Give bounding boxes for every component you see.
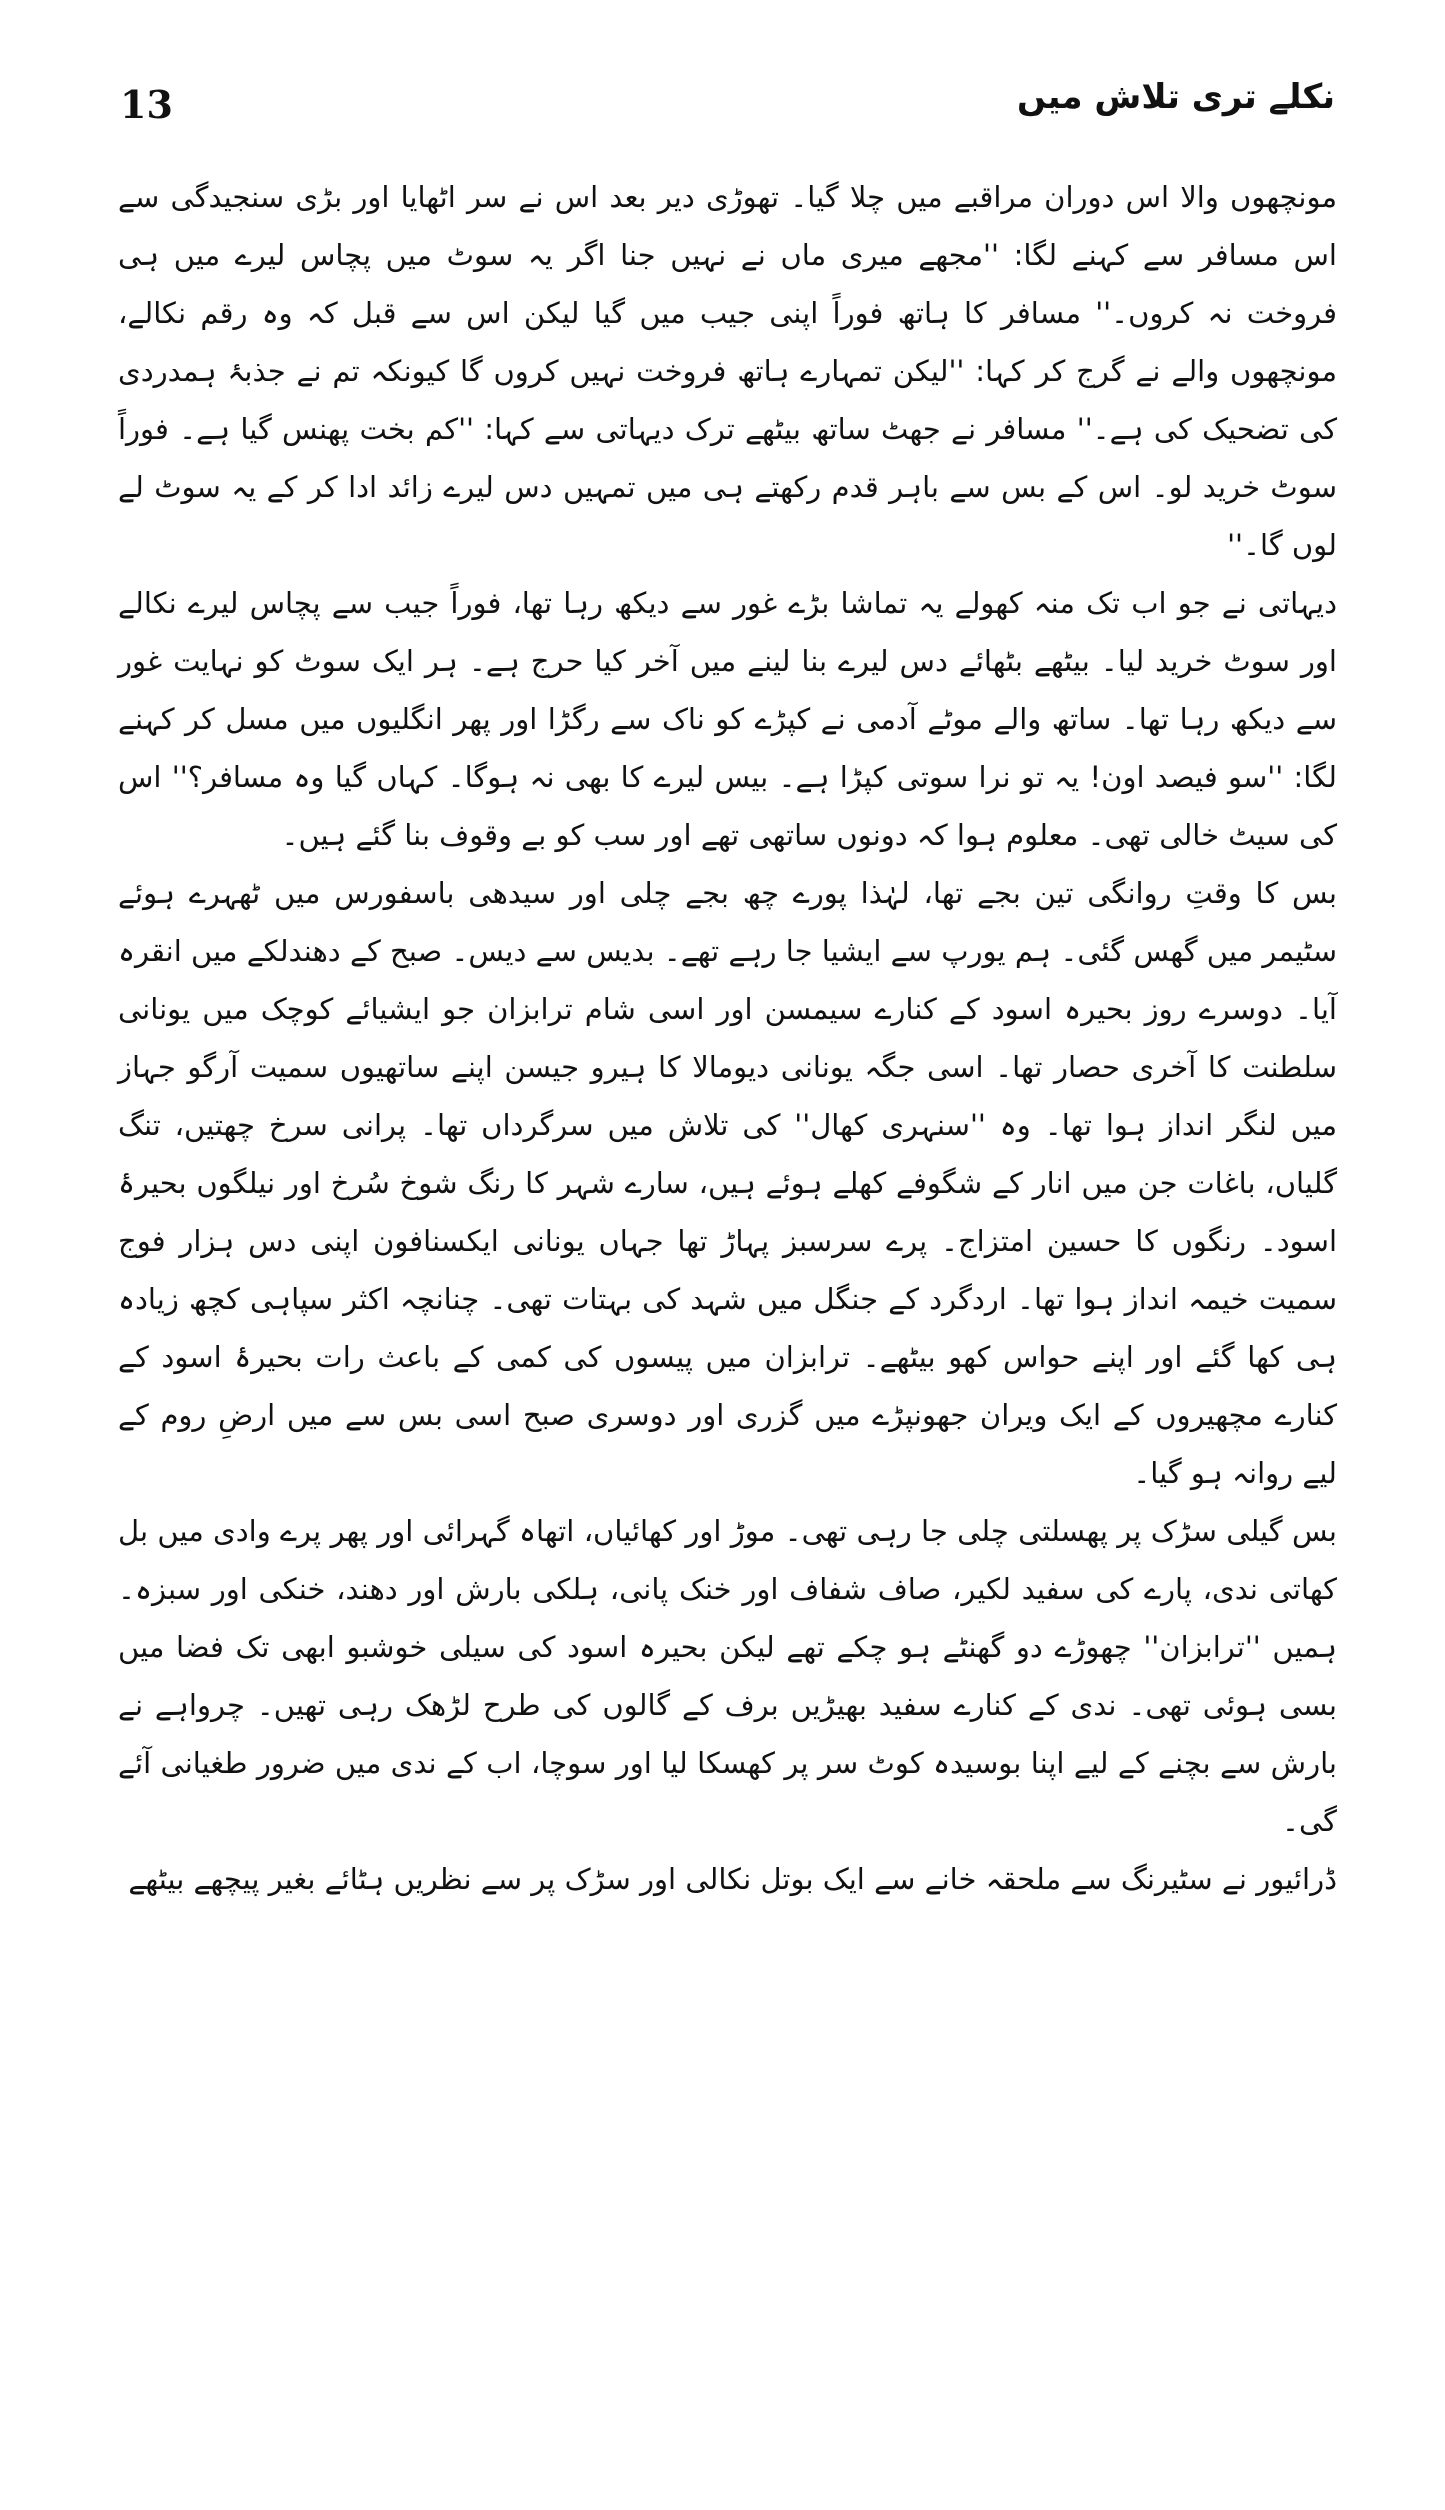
- paragraph-1: مونچھوں والا اس دوران مراقبے میں چلا گیا۔ تھوڑی دیر بعد اس نے سر اٹھایا اور بڑی سنجیدگی سے اس مسافر سے کہنے لگا: ''مجھے میری ماں نے نہیں جنا اگر یہ سوٹ میں پچاس لیرے میں ہی فروخت نہ کروں۔'' مسافر کا ہاتھ فوراً اپنی جیب میں گیا لیکن اس سے قبل کہ وہ رقم نکالے، مونچھوں والے نے گرج کر کہا: ''لیکن تمہارے ہاتھ فروخت نہیں کروں گا کیونکہ تم نے جذبۂ ہمدردی کی تضحیک کی ہے۔'' مسافر نے جھٹ ساتھ بیٹھے ترک دیہاتی سے کہا: ''کم بخت پھنس گیا ہے۔ فوراً سوٹ خرید لو۔ اس کے بس سے باہر قدم رکھتے ہی میں تمہیں دس لیرے زائد ادا کر کے یہ سوٹ لے لوں گا۔'': [118, 180, 1337, 562]
- paragraph-2: دیہاتی نے جو اب تک منہ کھولے یہ تماشا بڑے غور سے دیکھ رہا تھا، فوراً جیب سے پچاس لیرے نکالے اور سوٹ خرید لیا۔ بیٹھے بٹھائے دس لیرے بنا لینے میں آخر کیا حرج ہے۔ ہر ایک سوٹ کو نہایت غور سے دیکھ رہا تھا۔ ساتھ والے موٹے آدمی نے کپڑے کو ناک سے رگڑا اور پھر انگلیوں میں مسل کر کہنے لگا: ''سو فیصد اون! یہ تو نرا سوتی کپڑا ہے۔ بیس لیرے کا بھی نہ ہوگا۔ کہاں گیا وہ مسافر؟'' اس کی سیٹ خالی تھی۔ معلوم ہوا کہ دونوں ساتھی تھے اور سب کو بے وقوف بنا گئے ہیں۔: [118, 586, 1337, 852]
- paragraph-3: بس کا وقتِ روانگی تین بجے تھا، لہٰذا پورے چھ بجے چلی اور سیدھی باسفورس میں ٹھہرے ہوئے سٹیمر میں گھس گئی۔ ہم یورپ سے ایشیا جا رہے تھے۔ بدیس سے دیس۔ صبح کے دھندلکے میں انقرہ آیا۔ دوسرے روز بحیرہ اسود کے کنارے سیمسن اور اسی شام ترابزان جو ایشیائے کوچک میں یونانی سلطنت کا آخری حصار تھا۔ اسی جگہ یونانی دیومالا کا ہیرو جیسن اپنے ساتھیوں سمیت آرگو جہاز میں لنگر انداز ہوا تھا۔ وہ ''سنہری کھال'' کی تلاش میں سرگرداں تھا۔ پرانی سرخ چھتیں، تنگ گلیاں، باغات جن میں انار کے شگوفے کھلے ہوئے ہیں، سارے شہر کا رنگ شوخ سُرخ اور نیلگوں بحیرۂ اسود۔ رنگوں کا حسین امتزاج۔ پرے سرسبز پہاڑ تھا جہاں یونانی ایکسنافون اپنی دس ہزار فوج سمیت خیمہ انداز ہوا تھا۔ اردگرد کے جنگل میں شہد کی بہتات تھی۔ چنانچہ اکثر سپاہی کچھ زیادہ ہی کھا گئے اور اپنے حواس کھو بیٹھے۔ ترابزان میں پیسوں کی کمی کے باعث رات بحیرۂ اسود کے کنارے مچھیروں کے ایک ویران جھونپڑے میں گزری اور دوسری صبح اسی بس سے میں ارضِ روم کے لیے روانہ ہو گیا۔: [118, 876, 1338, 1490]
- paragraph-4: بس گیلی سڑک پر پھسلتی چلی جا رہی تھی۔ موڑ اور کھائیاں، اتھاہ گہرائی اور پھر پرے وادی میں بل کھاتی ندی، پارے کی سفید لکیر، صاف شفاف اور خنک پانی، ہلکی بارش اور دھند، خنکی اور سبزہ۔ ہمیں ''ترابزان'' چھوڑے دو گھنٹے ہو چکے تھے لیکن بحیرہ اسود کی سیلی خوشبو ابھی تک فضا میں بسی ہوئی تھی۔ ندی کے کنارے سفید بھیڑیں برف کے گالوں کی طرح لڑھک رہی تھیں۔ چرواہے نے بارش سے بچنے کے لیے اپنا بوسیدہ کوٹ سر پر کھسکا لیا اور سوچا، اب کے ندی میں ضرور طغیانی آئے گی۔: [118, 1514, 1337, 1838]
- paragraph-5: ڈرائیور نے سٹیرنگ سے ملحقہ خانے سے ایک بوتل نکالی اور سڑک پر سے نظریں ہٹائے بغیر پیچھے بیٹھے: [128, 1862, 1337, 1896]
- body-text: [118, 168, 1337, 1908]
- running-title: نکلے تری تلاش میں: [1017, 77, 1335, 117]
- page-number: 13: [120, 82, 173, 127]
- page-header: [120, 70, 1335, 160]
